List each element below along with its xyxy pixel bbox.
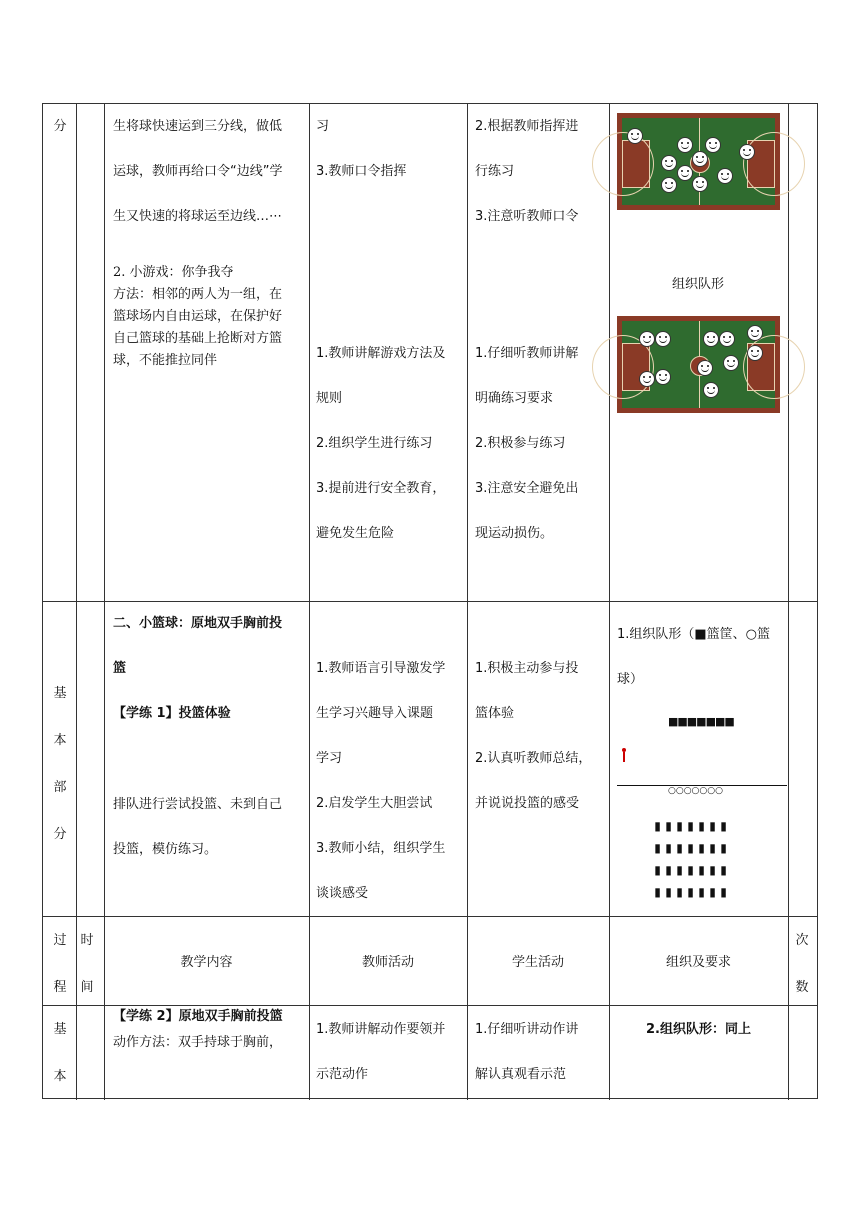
student-line: 2.认真听教师总结，: [475, 751, 592, 766]
content-title-line: 二、小篮球：原地双手胸前投: [113, 616, 283, 631]
student-smiley-icon: [697, 360, 713, 376]
student-formation-row: ▮ ▮ ▮ ▮ ▮ ▮ ▮: [654, 863, 727, 877]
student-line: 篮体验: [475, 706, 515, 721]
student-line: 1.仔细听讲动作讲: [475, 1022, 579, 1037]
teacher-line: 1.教师讲解动作要领并: [316, 1022, 446, 1037]
content-line: 生将球快速运到三分线，做低: [113, 119, 283, 134]
student-smiley-icon: [677, 137, 693, 153]
student-smiley-icon: [747, 325, 763, 341]
student-smiley-icon: [639, 371, 655, 387]
teacher-activity: [316, 1007, 466, 1097]
student-line: 并说说投篮的感受: [475, 796, 580, 811]
header-student: 学生活动: [511, 955, 564, 970]
student-line: 2.积极参与练习: [475, 436, 566, 451]
student-smiley-icon: [661, 155, 677, 171]
student-smiley-icon: [703, 331, 719, 347]
header-char: 程: [53, 980, 67, 995]
teacher-line: 2.组织学生进行练习: [316, 436, 433, 451]
student-smiley-icon: [703, 382, 719, 398]
org-line: 1.组织队形（■篮筐、○篮: [617, 627, 771, 642]
content-line: 生又快速的将球运至边线…⋯: [113, 209, 283, 224]
section-label: [43, 1006, 77, 1100]
org-requirements: [617, 612, 785, 702]
content-line: 排队进行尝试投篮、未到自己: [113, 797, 283, 812]
student-smiley-icon: [692, 151, 708, 167]
game-line: 自己篮球的基础上抢断对方篮: [113, 331, 283, 346]
header-char: 间: [80, 980, 94, 995]
student-smiley-icon: [719, 331, 735, 347]
student-line: 明确练习要求: [475, 391, 554, 406]
section-char: 本: [53, 1069, 67, 1084]
header-char: 数: [795, 980, 809, 995]
teacher-marker-icon: [622, 748, 626, 762]
org-line: 球）: [617, 672, 644, 687]
teacher-activity: [316, 331, 466, 556]
hoops-row: ■■■■■■■: [668, 715, 734, 728]
student-smiley-icon: [661, 177, 677, 193]
student-smiley-icon: [692, 176, 708, 192]
section-char: 本: [53, 733, 67, 748]
student-line: 行练习: [475, 164, 515, 179]
student-smiley-icon: [705, 137, 721, 153]
game-line: 2. 小游戏：你争我夺: [113, 265, 234, 280]
teacher-line: 习: [316, 119, 330, 134]
student-line: 1.积极主动参与投: [475, 661, 579, 676]
content-title: [113, 601, 308, 736]
student-formation: [652, 815, 729, 903]
student-smiley-icon: [723, 355, 739, 371]
section-char: 部: [53, 780, 67, 795]
section-label: [43, 670, 77, 858]
header-time: [72, 917, 102, 1011]
content-line: 动作方法：双手持球于胸前，: [113, 1035, 283, 1050]
section-char: 基: [53, 1022, 67, 1037]
org-requirements: 2.组织队形：同上: [646, 1022, 751, 1037]
student-smiley-icon: [655, 331, 671, 347]
student-smiley-icon: [717, 168, 733, 184]
balls-row: ○○○○○○○: [668, 786, 723, 796]
teacher-line: 1.教师语言引导激发学: [316, 661, 446, 676]
section-label: 分: [53, 119, 67, 134]
teacher-line: 示范动作: [316, 1067, 369, 1082]
content-line: 运球，教师再给口令“边线”学: [113, 164, 283, 179]
header-teacher: 教师活动: [361, 955, 414, 970]
student-activity: [475, 104, 607, 239]
student-formation-row: ▮ ▮ ▮ ▮ ▮ ▮ ▮: [654, 819, 727, 833]
teacher-line: 避免发生危险: [316, 526, 395, 541]
teacher-activity: [316, 646, 466, 916]
content-text: [113, 104, 303, 239]
header-char: 次: [795, 933, 809, 948]
student-activity: [475, 646, 607, 826]
header-times: [786, 917, 818, 1011]
student-smiley-icon: [655, 369, 671, 385]
basketball-court-diagram: [617, 316, 780, 413]
content-line: 投篮，模仿练习。: [113, 842, 218, 857]
student-smiley-icon: [639, 331, 655, 347]
student-line: 3.注意安全避免出: [475, 481, 579, 496]
content-text: [113, 1005, 308, 1055]
teacher-line: 生学习兴趣导入课题: [316, 706, 434, 721]
teacher-activity: [316, 104, 466, 194]
row-divider: [43, 916, 817, 917]
drill-title: 【学练 2】原地双手胸前投篮: [113, 1009, 283, 1024]
student-line: 解认真观看示范: [475, 1067, 567, 1082]
game-line: 篮球场内自由运球，在保护好: [113, 309, 283, 324]
content-title-line: 篮: [113, 661, 127, 676]
student-activity: [475, 1007, 607, 1097]
game-description: [113, 262, 308, 372]
teacher-line: 3.提前进行安全教育，: [316, 481, 446, 496]
game-line: 方法：相邻的两人为一组，在: [113, 287, 283, 302]
teacher-line: 谈谈感受: [316, 886, 369, 901]
teacher-line: 2.启发学生大胆尝试: [316, 796, 433, 811]
student-line: 3.注意听教师口令: [475, 209, 579, 224]
section-char: 基: [53, 686, 67, 701]
student-formation-row: ▮ ▮ ▮ ▮ ▮ ▮ ▮: [654, 885, 727, 899]
header-organization: 组织及要求: [665, 955, 731, 970]
student-line: 现运动损伤。: [475, 526, 554, 541]
drill-title: 【学练 1】投篮体验: [113, 706, 231, 721]
teacher-line: 3.教师口令指挥: [316, 164, 407, 179]
header-content: 教学内容: [180, 955, 233, 970]
student-smiley-icon: [627, 128, 643, 144]
org-label: 组织队形: [671, 277, 724, 292]
teacher-line: 规则: [316, 391, 343, 406]
header-char: 时: [80, 933, 94, 948]
section-char: 分: [53, 827, 67, 842]
student-activity: [475, 331, 607, 556]
student-smiley-icon: [739, 144, 755, 160]
teacher-line: 1.教师讲解游戏方法及: [316, 346, 446, 361]
student-smiley-icon: [677, 165, 693, 181]
student-line: 2.根据教师指挥进: [475, 119, 579, 134]
header-char: 过: [53, 933, 67, 948]
content-text: [113, 782, 308, 872]
student-line: 1.仔细听教师讲解: [475, 346, 579, 361]
game-line: 球，不能推拉同伴: [113, 353, 218, 368]
student-formation-row: ▮ ▮ ▮ ▮ ▮ ▮ ▮: [654, 841, 727, 855]
basketball-court-diagram: [617, 113, 780, 210]
teacher-line: 学习: [316, 751, 343, 766]
teacher-line: 3.教师小结，组织学生: [316, 841, 446, 856]
student-smiley-icon: [747, 345, 763, 361]
